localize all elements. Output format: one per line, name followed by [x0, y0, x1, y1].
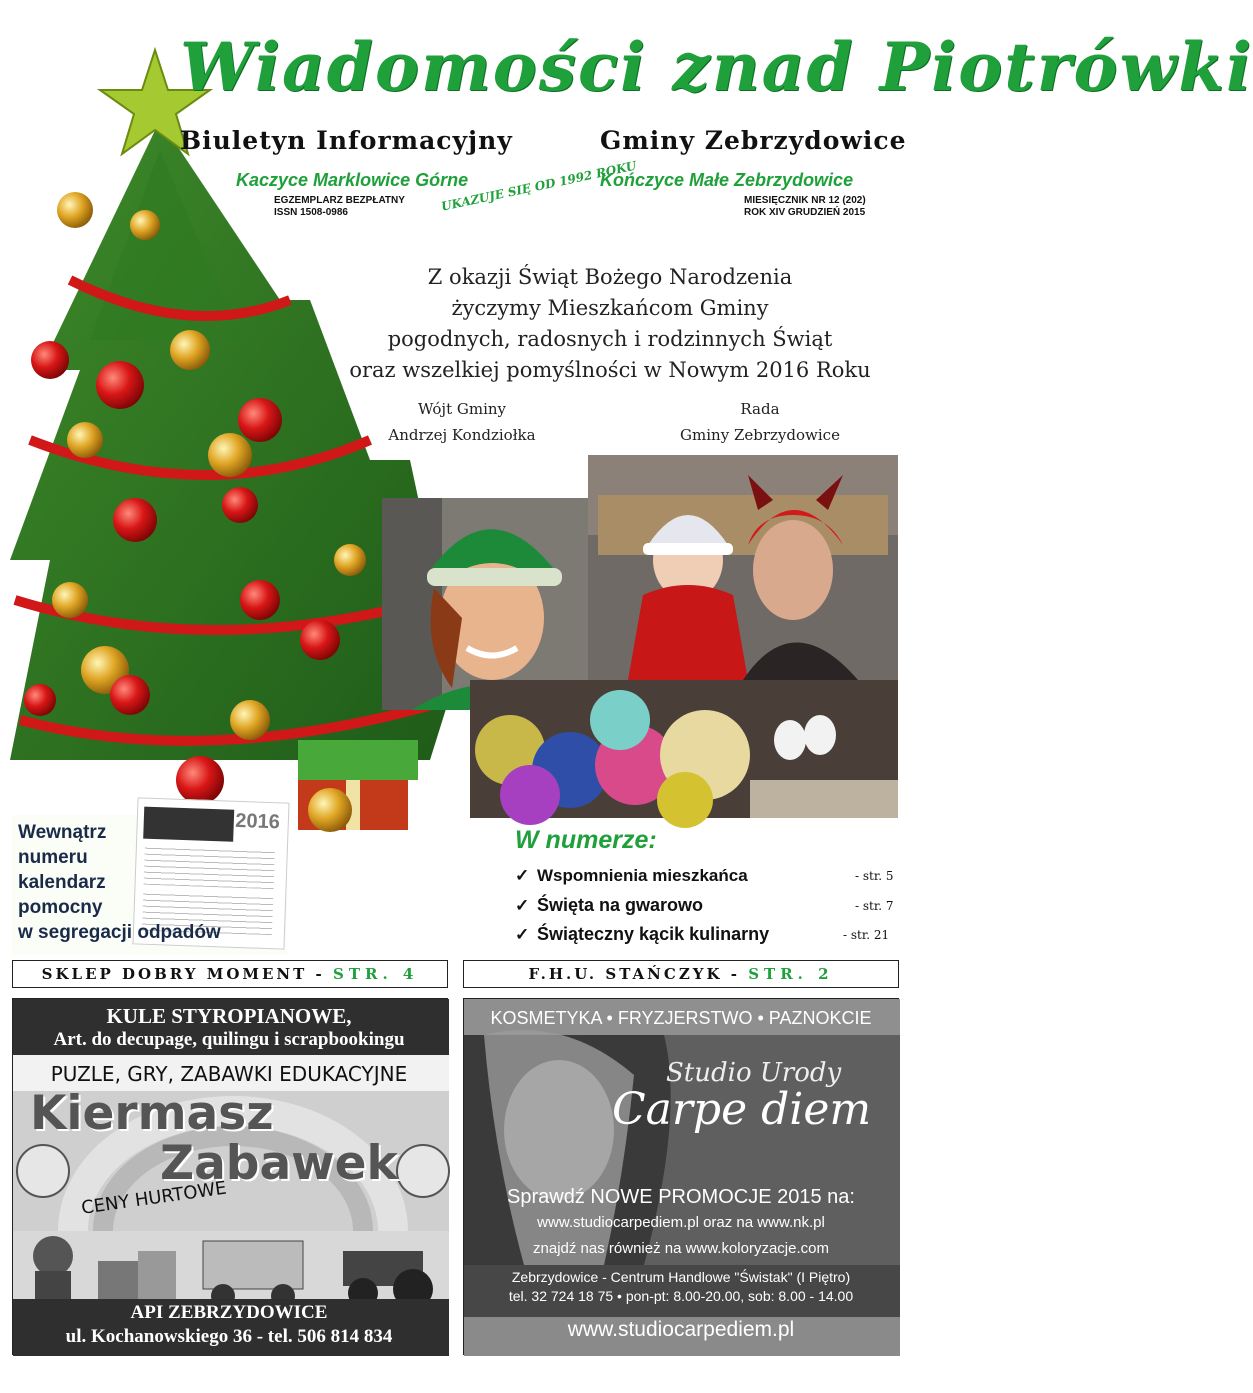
ad-left-line-3: PUZLE, GRY, ZABAWKI EDUKACYJNE: [50, 1062, 408, 1086]
bar-left-page: STR. 4: [332, 965, 419, 983]
inside-line-3: kalendarz: [18, 872, 106, 893]
calendar-year: 2016: [234, 809, 281, 834]
year-issue-label: ROK XIV GRUDZIEŃ 2015: [744, 207, 866, 218]
issn-label: ISSN 1508-0986: [274, 207, 348, 218]
ad-right-address-1: Zebrzydowice - Centrum Handlowe "Świstak" (I Piętro): [511, 1269, 851, 1285]
checkmark-icon: ✓: [515, 866, 530, 885]
contents-item-page: - str. 5: [855, 869, 894, 883]
inside-line-4: pomocny: [18, 897, 103, 918]
greeting-line-1: Z okazji Świąt Bożego Narodzenia: [427, 265, 793, 289]
bar-right-page: STR. 2: [748, 965, 834, 983]
contents-item-page: - str. 21: [843, 928, 890, 942]
greeting-line-2: życzymy Mieszkańcom Gminy: [451, 296, 769, 320]
bar-left-name: SKLEP DOBRY MOMENT -: [41, 965, 325, 983]
ad-left-shop: API ZEBRZYDOWICE: [130, 1302, 328, 1323]
signature-right-title: Rada: [740, 400, 780, 418]
ad-right-also-line: znajdź nas również na www.koloryzacje.com: [533, 1240, 829, 1257]
inside-announcement: [18, 820, 258, 945]
ad-right-script-1: Studio Urody: [666, 1058, 842, 1088]
subtitle-left: Biuletyn Informacyjny: [180, 126, 513, 155]
contents-item-label: Święta na gwarowo: [537, 895, 704, 915]
signature-left-title: Wójt Gminy: [417, 400, 506, 418]
ad-left-prices: CENY HURTOWE: [80, 1177, 228, 1219]
sklep-dobry-moment-bar[interactable]: [12, 960, 448, 988]
checkmark-icon: ✓: [515, 896, 530, 915]
ad-right-promo: Sprawdź NOWE PROMOCJE 2015 na:: [507, 1186, 855, 1208]
newspaper-title: Wiadomości znad Piotrówki: [180, 28, 1253, 106]
ad-left-line-1: KULE STYROPIANOWE,: [106, 1004, 352, 1028]
contents-item-label: Świąteczny kącik kulinarny: [537, 924, 770, 944]
ad-left-big-1: Kiermasz: [30, 1086, 274, 1141]
published-since: UKAZUJE SIĘ OD 1992 ROKU: [440, 158, 638, 214]
bar-right-name: F.H.U. STAŃCZYK -: [528, 965, 740, 983]
ad-right-services: KOSMETYKA • FRYZJERSTWO • PAZNOKCIE: [490, 1008, 872, 1028]
greeting-line-3: pogodnych, radosnych i rodzinnych Świąt: [387, 327, 833, 351]
inside-line-5: w segregacji odpadów: [18, 922, 221, 943]
elf-woman-photo: [382, 498, 592, 710]
ad-right-address-2: tel. 32 724 18 75 • pon-pt: 8.00-20.00, sob: 8.00 - 14.00: [508, 1288, 854, 1304]
villages-left: Kaczyce Marklowice Górne: [236, 170, 469, 190]
contents-title: W numerze:: [515, 826, 657, 854]
ad-right-website[interactable]: www.studiocarpediem.pl: [567, 1318, 795, 1341]
inside-line-2: numeru: [18, 847, 88, 868]
greeting-line-4: oraz wszelkiej pomyślności w Nowym 2016 Roku: [349, 358, 871, 382]
ad-left-big-2: Zabawek: [160, 1136, 398, 1191]
santa-child-photo: [588, 455, 898, 680]
contents-item-page: - str. 7: [855, 899, 894, 913]
christmas-greeting: [330, 262, 890, 386]
ad-left-line-2: Art. do decupage, quilingu i scrapbookingu: [53, 1029, 405, 1050]
contents-item[interactable]: [515, 866, 895, 886]
signature-left: [352, 396, 572, 448]
villages-right: Kończyce Małe Zebrzydowice: [600, 170, 854, 190]
ad-left-address: ul. Kochanowskiego 36 - tel. 506 814 834: [65, 1326, 393, 1347]
signature-right-name: Gminy Zebrzydowice: [680, 426, 840, 444]
fhu-stanczyk-bar[interactable]: [463, 960, 899, 988]
free-copy-label: EGZEMPLARZ BEZPŁATNY: [274, 195, 405, 206]
contents-item[interactable]: [515, 924, 895, 945]
ad-right-script-2: Carpe diem: [612, 1084, 872, 1135]
inside-line-1: Wewnątrz: [18, 822, 107, 843]
signature-right: [650, 396, 870, 448]
contents-item[interactable]: [515, 895, 895, 916]
monthly-label: MIESIĘCZNIK NR 12 (202): [744, 195, 866, 206]
subtitle-right: Gminy Zebrzydowice: [600, 126, 907, 155]
checkmark-icon: ✓: [515, 925, 530, 944]
ad-right-web-line: www.studiocarpediem.pl oraz na www.nk.pl: [537, 1214, 825, 1231]
contents-item-label: Wspomnienia mieszkańca: [537, 866, 748, 885]
christmas-baubles-photo: [470, 680, 898, 818]
signature-left-name: Andrzej Kondziołka: [388, 426, 536, 444]
